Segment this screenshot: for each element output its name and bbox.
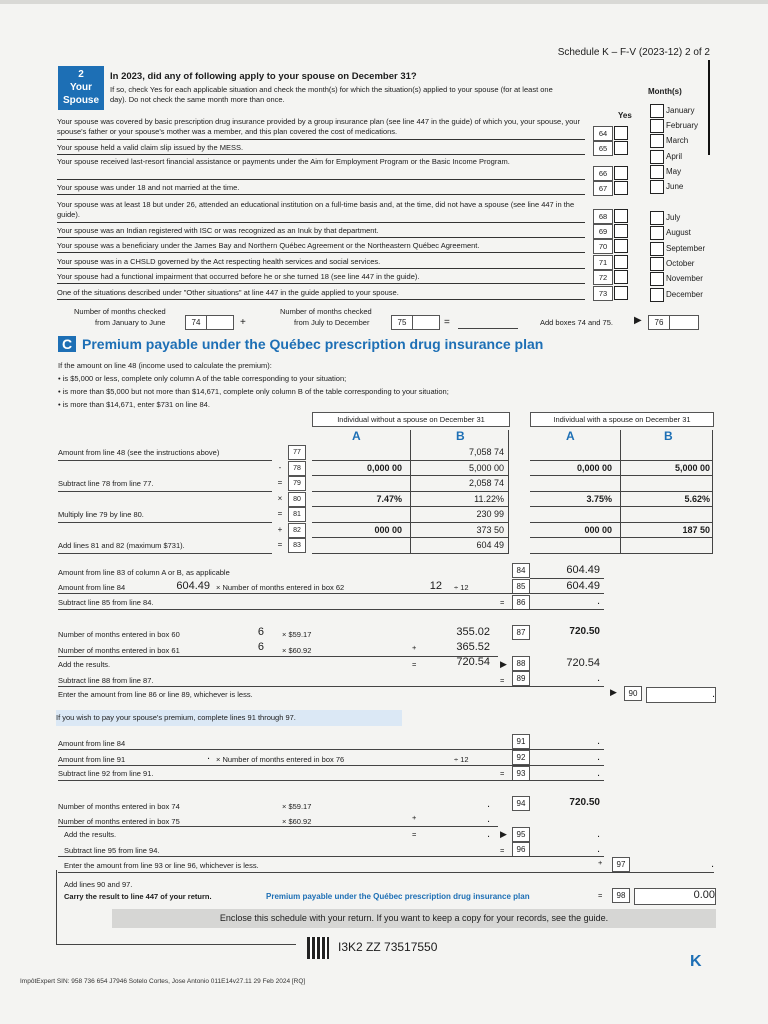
l93-val[interactable]: . <box>596 767 600 779</box>
table-row-num: 81 <box>288 507 306 522</box>
l90-val[interactable]: . <box>646 687 716 703</box>
table-row-label: Amount from line 48 (see the instructions above) <box>58 448 220 457</box>
table-rule <box>530 475 712 476</box>
month-label: August <box>666 228 691 237</box>
rule <box>530 578 604 579</box>
table-row-op: = <box>277 509 283 518</box>
l94-label: Number of months entered in box 74 <box>58 802 180 811</box>
l90-label: Enter the amount from line 86 or line 89, whichever is less. <box>58 690 253 699</box>
schedule-letter: K <box>690 953 702 970</box>
month-checkbox-june[interactable] <box>650 180 664 194</box>
head-with-spouse: Individual with a spouse on December 31 <box>530 412 714 427</box>
op-eq: = <box>500 769 505 778</box>
page-header: Schedule K – F-V (2023-12) 2 of 2 <box>557 47 710 58</box>
l92-mid: × Number of months entered in box 76 <box>216 755 345 764</box>
table-rule <box>712 430 713 554</box>
l87-label: Number of months entered in box 60 <box>58 630 180 639</box>
l88-label: Add the results. <box>58 660 111 669</box>
l87-res: 355.02 <box>456 626 490 638</box>
scan-edge <box>0 0 768 4</box>
part2-badge <box>58 66 104 110</box>
month-label: May <box>666 167 682 176</box>
op-eq: = <box>412 830 417 839</box>
l88-num: 88 <box>512 656 530 671</box>
months-header: Month(s) <box>648 87 682 96</box>
arrow-icon: ▶ <box>500 659 507 669</box>
line-number: 65 <box>593 141 613 156</box>
table-rule <box>410 430 411 554</box>
l94-rate: × $59.17 <box>282 802 312 811</box>
table-row-num: 82 <box>288 523 306 538</box>
box-74-input[interactable] <box>206 315 234 330</box>
col-b-without[interactable]: 5,000 00 <box>468 462 504 473</box>
l98-num: 98 <box>612 888 630 903</box>
table-row-num: 77 <box>288 445 306 460</box>
c-bullet3-text: is more than $14,671, enter $731 on line 84. <box>62 400 210 409</box>
l92-num: 92 <box>512 750 530 765</box>
col-a-without[interactable]: 7.47% <box>376 493 402 504</box>
table-rule <box>530 491 712 492</box>
box-75-input[interactable] <box>412 315 440 330</box>
yes-checkbox[interactable] <box>614 126 628 140</box>
l88a-months: 6 <box>257 641 264 653</box>
op-plus: + <box>412 643 417 652</box>
enclose-banner: Enclose this schedule with your return. If you want to keep a copy for your records, see the guide. <box>112 909 716 928</box>
line-number: 73 <box>593 286 613 301</box>
situation-row: Your spouse was a beneficiary under the James Bay and Northern Québec Agreement or the Northeastern Québec Agreement. <box>57 241 585 253</box>
l98-val[interactable]: 0.00 <box>634 888 716 905</box>
col-b-with[interactable]: 5.62% <box>684 493 710 504</box>
l88-res: 720.54 <box>456 656 490 668</box>
l84-label: Amount from line 83 of column A or B, as applicable <box>58 568 230 577</box>
part2-question: In 2023, did any of following apply to your spouse on December 31? <box>110 71 417 82</box>
table-row-op: + <box>277 524 283 534</box>
l93-num: 93 <box>512 766 530 781</box>
rule <box>56 944 296 945</box>
yes-header: Yes <box>618 111 632 120</box>
month-label: October <box>666 259 695 268</box>
yes-checkbox[interactable] <box>614 166 628 180</box>
rule <box>58 780 604 781</box>
col-b-without[interactable]: 11.22% <box>474 493 504 504</box>
l98-label1: Add lines 90 and 97. <box>64 880 133 889</box>
l97-val[interactable]: . <box>710 858 714 870</box>
arrow-icon: ▶ <box>634 315 642 326</box>
rule <box>58 609 604 610</box>
l85-num: 85 <box>512 579 530 594</box>
month-checkbox-august[interactable] <box>650 226 664 240</box>
l85-months: 12 <box>429 580 442 592</box>
l91-val[interactable]: . <box>596 735 600 747</box>
l88a-rate: × $60.92 <box>282 646 312 655</box>
l92-val[interactable]: . <box>596 751 600 763</box>
box-76-label: 76 <box>648 315 670 330</box>
col-b-with[interactable]: 187 50 <box>682 524 710 535</box>
l96-num: 96 <box>512 842 530 857</box>
l88-val: 720.54 <box>566 657 600 669</box>
yes-checkbox[interactable] <box>614 209 628 223</box>
op-eq: = <box>500 598 505 607</box>
line-number: 67 <box>593 181 613 196</box>
month-label: September <box>666 244 706 253</box>
equals-sign: = <box>444 317 450 328</box>
col-b-head-1: B <box>456 429 465 443</box>
table-rule <box>58 460 272 461</box>
l85-label: Amount from line 84 <box>58 583 126 592</box>
col-a-with[interactable]: 3.75% <box>586 493 612 504</box>
month-label: December <box>666 290 703 299</box>
rule <box>58 856 604 857</box>
box-75-label: 75 <box>391 315 413 330</box>
c-bullet3: • is more than $14,671, enter $731 on line 84. <box>58 400 210 409</box>
col-a-head-1: A <box>352 429 361 443</box>
situation-row: Your spouse was at least 18 but under 26, attended an educational institution on a full-time basis and, at the time, did not have a spouse (see line 447 in the guide). <box>57 200 585 223</box>
table-rule <box>530 537 712 538</box>
box-74-label: 74 <box>185 315 207 330</box>
table-row-op: = <box>277 478 283 487</box>
op-eq: = <box>500 676 505 685</box>
table-row-label: Add lines 81 and 82 (maximum $731). <box>58 541 185 550</box>
table-row-op: × <box>277 493 283 503</box>
c-bullet2-text: is more than $5,000 but not more than $14,671, complete only column B of the table corresponding to your situation; <box>62 387 449 396</box>
l95-val[interactable]: . <box>596 828 600 840</box>
plus-sign: + <box>240 317 246 328</box>
col-a-with[interactable]: 000 00 <box>584 524 612 535</box>
jul-dec-label1: Number of months checked <box>280 307 372 316</box>
situation-row: One of the situations described under "Other situations" at line 447 in the guide applied to your spouse. <box>57 288 585 300</box>
op-eq: = <box>500 846 505 855</box>
col-a-head-2: A <box>566 429 575 443</box>
l96-label: Subtract line 95 from line 94. <box>64 846 160 855</box>
l97-num: 97 <box>612 857 630 872</box>
l94-val: 720.50 <box>569 797 600 808</box>
table-row-num: 78 <box>288 461 306 476</box>
rule <box>58 593 604 594</box>
table-rule <box>620 430 621 554</box>
table-rule <box>530 553 712 554</box>
l94-num: 94 <box>512 796 530 811</box>
col-b-without[interactable]: 373 50 <box>476 524 504 535</box>
month-label: July <box>666 213 681 222</box>
c-bullet1: • is $5,000 or less, complete only column A of the table corresponding to your situation; <box>58 374 347 383</box>
table-row-op: - <box>278 462 282 472</box>
l94-res[interactable]: . <box>486 798 490 810</box>
l87-months: 6 <box>257 626 264 638</box>
col-b-without[interactable]: 7,058 74 <box>468 447 504 457</box>
jan-jun-label1: Number of months checked <box>74 307 166 316</box>
rule <box>56 870 57 945</box>
col-b-with[interactable]: 5,000 00 <box>674 462 710 473</box>
c-intro: If the amount on line 48 (income used to calculate the premium): <box>58 361 272 370</box>
table-row-label: Subtract line 78 from line 77. <box>58 479 154 488</box>
month-label: November <box>666 274 703 283</box>
c-bullet1-text: is $5,000 or less, complete only column A of the table corresponding to your situation; <box>62 374 347 383</box>
line-number: 64 <box>593 126 613 141</box>
l93-label: Subtract line 92 from line 91. <box>58 769 154 778</box>
l89-num: 89 <box>512 671 530 686</box>
table-row-label: Multiply line 79 by line 80. <box>58 510 144 519</box>
badge-spouse: Spouse <box>62 95 100 106</box>
l92-div: ÷ 12 <box>454 755 469 764</box>
table-row-num: 83 <box>288 538 306 553</box>
l96-val[interactable]: . <box>596 843 600 855</box>
rule <box>58 686 604 687</box>
month-checkbox-march[interactable] <box>650 134 664 148</box>
jul-dec-label2: from July to December <box>294 318 370 327</box>
op-eq: = <box>598 891 603 900</box>
part2-instructions: If so, check Yes for each applicable situation and check the month(s) for which the situation(s) applied to your spouse (for at least one day). Do not check the same month more than once. <box>110 85 553 104</box>
jan-jun-label2: from January to June <box>95 318 166 327</box>
op-plus: + <box>412 813 417 822</box>
l91-label: Amount from line 84 <box>58 739 126 748</box>
table-rule <box>58 522 272 523</box>
l87-num: 87 <box>512 625 530 640</box>
l84-val: 604.49 <box>566 564 600 576</box>
arrow-icon: ▶ <box>500 829 507 839</box>
month-checkbox-november[interactable] <box>650 272 664 286</box>
l92-inline[interactable]: . <box>206 750 210 762</box>
l98-label2: Carry the result to line 447 of your return. <box>64 892 212 901</box>
l95a-label: Number of months entered in box 75 <box>58 817 180 826</box>
table-row-num: 80 <box>288 492 306 507</box>
l95-label: Add the results. <box>64 830 117 839</box>
month-checkbox-april[interactable] <box>650 150 664 164</box>
month-label: April <box>666 152 683 161</box>
month-label: June <box>666 182 684 191</box>
l90-num: 90 <box>624 686 642 701</box>
section-c-title <box>58 336 543 352</box>
l87-val: 720.50 <box>569 626 600 637</box>
month-checkbox-february[interactable] <box>650 119 664 133</box>
line-number: 68 <box>593 209 613 224</box>
section-c-title-text: Premium payable under the Québec prescription drug insurance plan <box>82 336 544 352</box>
yes-checkbox[interactable] <box>614 255 628 269</box>
col-a-with[interactable]: 0,000 00 <box>576 462 612 473</box>
rule <box>458 328 518 329</box>
yes-checkbox[interactable] <box>614 224 628 238</box>
col-b-without[interactable]: 604 49 <box>476 540 504 550</box>
table-row-op: = <box>277 540 283 549</box>
situation-row: Your spouse was in a CHSLD governed by the Act respecting health services and social services. <box>57 257 585 269</box>
l91-num: 91 <box>512 734 530 749</box>
col-a-without[interactable]: 000 00 <box>374 524 402 535</box>
head-without-spouse: Individual without a spouse on December 31 <box>312 412 510 427</box>
line-number: 69 <box>593 224 613 239</box>
col-b-without[interactable]: 2,058 74 <box>468 478 504 488</box>
divider <box>708 60 710 155</box>
situation-row: Your spouse received last-resort financial assistance or payments under the Aim for Employment Program or the Basic Income Program. <box>57 157 585 180</box>
month-checkbox-may[interactable] <box>650 165 664 179</box>
month-label: January <box>666 106 695 115</box>
add-boxes-label: Add boxes 74 and 75. <box>540 318 613 327</box>
l92-label: Amount from line 91 <box>58 755 126 764</box>
l85-div: ÷ 12 <box>454 583 469 592</box>
l85-inline: 604.49 <box>176 580 210 592</box>
box-76-input[interactable] <box>669 315 699 330</box>
line-number: 71 <box>593 255 613 270</box>
badge-number: 2 <box>78 69 84 80</box>
month-checkbox-july[interactable] <box>650 211 664 225</box>
l95-num: 95 <box>512 827 530 842</box>
col-b-head-2: B <box>664 429 673 443</box>
yes-checkbox[interactable] <box>614 286 628 300</box>
table-rule <box>58 491 272 492</box>
line-number: 72 <box>593 270 613 285</box>
l86-val: . <box>596 595 600 607</box>
line-number: 70 <box>593 239 613 254</box>
month-checkbox-december[interactable] <box>650 288 664 302</box>
situation-row: Your spouse held a valid claim slip issued by the MESS. <box>57 143 585 155</box>
month-checkbox-october[interactable] <box>650 257 664 271</box>
situation-row: Your spouse was under 18 and not married at the time. <box>57 183 585 195</box>
l89-val: . <box>596 672 600 684</box>
l86-num: 86 <box>512 595 530 610</box>
situation-row: Your spouse was covered by basic prescription drug insurance provided by a group insurance plan (see line 447 in the guide) of which you, your spouse, your spouse's father or your spouse's mother was a member, and this plan covered the cost of medications. <box>57 117 585 140</box>
yes-checkbox[interactable] <box>614 239 628 253</box>
barcode-icon <box>307 937 329 959</box>
table-row-num: 79 <box>288 476 306 491</box>
rule <box>58 872 714 873</box>
yes-checkbox[interactable] <box>614 141 628 155</box>
line-number: 66 <box>593 166 613 181</box>
l87-rate: × $59.17 <box>282 630 312 639</box>
l86-label: Subtract line 85 from line 84. <box>58 598 154 607</box>
situation-row: Your spouse had a functional impairment that occurred before he or she turned 18 (see line 447 in the guide). <box>57 272 585 284</box>
table-rule <box>508 430 509 554</box>
month-label: February <box>666 121 699 130</box>
yes-checkbox[interactable] <box>614 181 628 195</box>
table-rule <box>530 506 712 507</box>
situation-row: Your spouse was an Indian registered with ISC or was recognized as an Inuk by that department. <box>57 226 585 238</box>
l98-blue: Premium payable under the Québec prescription drug insurance plan <box>266 892 530 901</box>
form-code: I3K2 ZZ 73517550 <box>338 940 438 954</box>
arrow-icon: ▶ <box>610 687 617 697</box>
col-b-without[interactable]: 230 99 <box>476 509 504 519</box>
l89-label: Subtract line 88 from line 87. <box>58 676 154 685</box>
month-checkbox-january[interactable] <box>650 104 664 118</box>
col-a-without[interactable]: 0,000 00 <box>366 462 402 473</box>
table-rule <box>58 553 272 554</box>
badge-your: Your <box>69 82 93 93</box>
l85-val: 604.49 <box>566 580 600 592</box>
footer-text: ImpôtExpert SIN: 958 736 654 J7946 Sotelo Cortes, Jose Antonio 011E14v27.11 29 Feb 2024 [RQ] <box>20 978 306 985</box>
yes-checkbox[interactable] <box>614 270 628 284</box>
l85-mid: × Number of months entered in box 62 <box>216 583 345 592</box>
spouse-note: If you wish to pay your spouse's premium, complete lines 91 through 97. <box>56 710 402 726</box>
rule <box>58 826 498 827</box>
month-label: March <box>666 136 689 145</box>
l88a-label: Number of months entered in box 61 <box>58 646 180 655</box>
l84-num: 84 <box>512 563 530 578</box>
op-plus: + <box>598 858 603 867</box>
op-eq: = <box>412 660 417 669</box>
month-checkbox-september[interactable] <box>650 242 664 256</box>
table-rule <box>530 460 712 461</box>
l95a-rate: × $60.92 <box>282 817 312 826</box>
c-bullet2: • is more than $5,000 but not more than $14,671, complete only column B of the table corresponding to your situation; <box>58 387 449 396</box>
section-c-badge: C <box>58 336 76 352</box>
table-rule <box>530 522 712 523</box>
l97-label: Enter the amount from line 93 or line 96, whichever is less. <box>64 861 259 870</box>
l88a-res: 365.52 <box>456 641 490 653</box>
l95-res[interactable]: . <box>486 828 490 840</box>
l95a-res[interactable]: . <box>486 813 490 825</box>
